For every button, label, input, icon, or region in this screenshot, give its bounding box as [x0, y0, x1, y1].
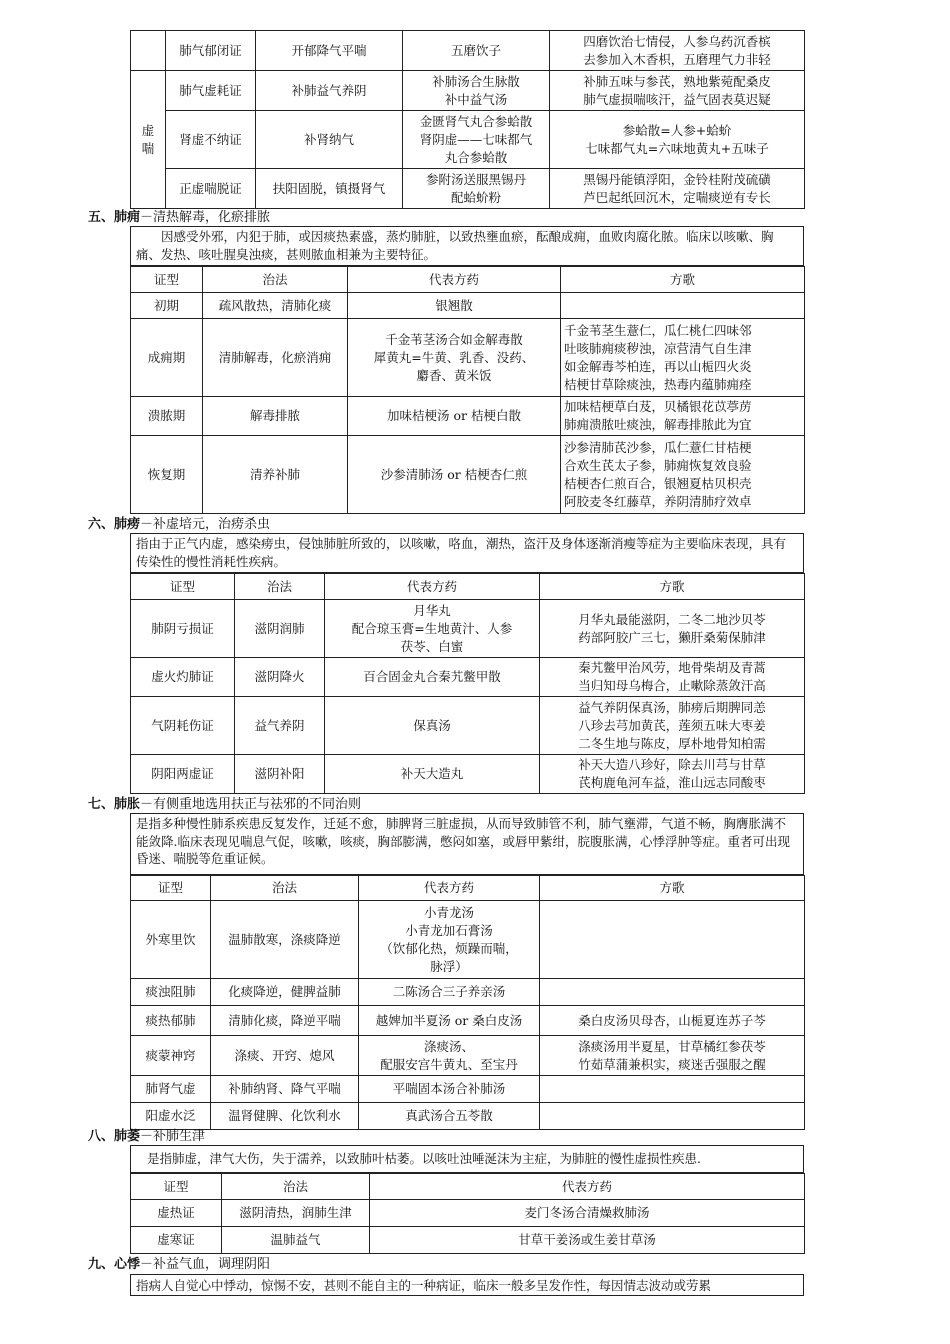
- lung-atrophy-table: [130, 1173, 805, 1254]
- method-cell: 温肺益气: [222, 1227, 370, 1254]
- method-cell: 疏风散热，清肺化痰: [203, 293, 348, 319]
- section-intro-7: 是指多种慢性肺系疾患反复发作，迁延不愈，肺脾肾三脏虚损，从而导致肺管不利，肺气壅滞，气道不畅，胸膺胀满不能敛降.临床表现见喘息气促，咳嗽，咳痰，胸部膨满，憋闷如塞，或唇甲紫绀，脘腹胀满，心悸浮肿等症。重者可出现昏迷、喘脱等危重证候。: [130, 813, 804, 875]
- formula-cell: 月华丸 配合琼玉膏=生地黄汁、人参 茯苓、白蜜: [325, 600, 540, 658]
- syndrome-cell: 正虚喘脱证: [166, 169, 256, 209]
- formula-cell: 金匮肾气丸合参蛤散 肾阴虚——七味都气 丸合参蛤散: [403, 111, 550, 169]
- syndrome-cell: 肾虚不纳证: [166, 111, 256, 169]
- section-principle: －清热解毒，化瘀排脓: [140, 210, 271, 225]
- syndrome-cell: 肺阴亏损证: [131, 600, 235, 658]
- syndrome-cell: 初期: [131, 293, 203, 319]
- section-number: 九、: [88, 1257, 115, 1272]
- tuberculosis-table: [130, 573, 805, 794]
- table-header-row: [131, 267, 805, 293]
- method-cell: 清肺解毒，化瘀消痈: [203, 319, 348, 397]
- method-cell: 清养补肺: [203, 436, 348, 514]
- section-name: 心悸: [114, 1257, 141, 1272]
- song-cell: [540, 1076, 805, 1103]
- song-cell: [540, 979, 805, 1006]
- table-row: [131, 1036, 805, 1076]
- table-row: [131, 71, 805, 111]
- method-cell: 补肾纳气: [256, 111, 403, 169]
- formula-cell: 参附汤送服黑锡丹 配蛤蚧粉: [403, 169, 550, 209]
- header-formula: 代表方药: [370, 1174, 805, 1200]
- formula-cell: 五磨饮子: [403, 31, 550, 71]
- method-cell: 清肺化痰，降逆平喘: [211, 1006, 359, 1036]
- lung-distension-table: [130, 875, 805, 1130]
- formula-cell: 银翘散: [348, 293, 561, 319]
- section-intro-6: 指由于正气内虚，感染痨虫，侵蚀肺脏所致的，以咳嗽，咯血，潮热，盗汗及身体逐渐消瘦等症为主要临床表现，具有传染性的慢性消耗性疾病。: [130, 533, 804, 573]
- song-cell: 补天大造八珍好，除去川芎与甘草 芪枸鹿龟河车益，淮山远志同酸枣: [540, 755, 805, 794]
- formula-cell: 补天大造丸: [325, 755, 540, 794]
- table-row: [131, 901, 805, 979]
- formula-cell: 真武汤合五苓散: [359, 1103, 540, 1130]
- section-principle: －补虚培元，治痨杀虫: [140, 517, 271, 532]
- group-cell-empty: [131, 31, 166, 71]
- header-method: 治法: [235, 574, 325, 600]
- song-cell: 益气养阴保真汤，肺痨后期脾同恙 八珍去芎加黄芪，莲须五味大枣姜 二冬生地与陈皮，厚朴地骨知柏需: [540, 697, 805, 755]
- syndrome-cell: 虚火灼肺证: [131, 658, 235, 697]
- method-cell: 扶阳固脱，镇摄肾气: [256, 169, 403, 209]
- section-heading-6: [88, 516, 270, 533]
- method-cell: 补肺益气养阴: [256, 71, 403, 111]
- formula-cell: 百合固金丸合秦艽鳖甲散: [325, 658, 540, 697]
- formula-cell: 加味桔梗汤 or 桔梗白散: [348, 397, 561, 436]
- syndrome-cell: 恢复期: [131, 436, 203, 514]
- table-row: [131, 169, 805, 209]
- song-cell: 补肺五味与参芪，熟地紫菀配桑皮 肺气虚损喘咳汗，益气固表莫迟疑: [550, 71, 805, 111]
- song-cell: 参蛤散=人参+蛤蚧 七味都气丸=六味地黄丸+五味子: [550, 111, 805, 169]
- table-row: [131, 111, 805, 169]
- section-number: 七、: [88, 797, 115, 812]
- header-song: 方歌: [540, 876, 805, 901]
- song-cell: [561, 293, 805, 319]
- formula-cell: 涤痰汤、 配服安宫牛黄丸、至宝丹: [359, 1036, 540, 1076]
- header-syndrome: 证型: [131, 1174, 222, 1200]
- song-cell: 千金苇茎生薏仁，瓜仁桃仁四味邻 吐咳肺痈痰秽浊，凉营清气自生津 如金解毒芩柏连，再以山栀四火炎 桔梗甘草除痰浊，热毒内蕴肺痈痊: [561, 319, 805, 397]
- header-method: 治法: [222, 1174, 370, 1200]
- method-cell: 涤痰、开窍、熄风: [211, 1036, 359, 1076]
- header-method: 治法: [211, 876, 359, 901]
- section-number: 八、: [88, 1129, 115, 1144]
- header-song: 方歌: [561, 267, 805, 293]
- formula-cell: 二陈汤合三子养亲汤: [359, 979, 540, 1006]
- song-cell: 桑白皮汤贝母杏，山栀夏连苏子芩: [540, 1006, 805, 1036]
- section-intro-8: 是指肺虚，津气大伤，失于濡养，以致肺叶枯萎。以咳吐浊唾涎沫为主症，为肺脏的慢性虚损性疾患.: [130, 1145, 804, 1173]
- syndrome-cell: 痰浊阻肺: [131, 979, 211, 1006]
- section-name: 肺萎: [114, 1129, 141, 1144]
- formula-cell: 补肺汤合生脉散 补中益气汤: [403, 71, 550, 111]
- song-cell: 加味桔梗草白芨，贝橘银花苡葶苈 肺痈溃脓吐痰浊，解毒排脓此为宜: [561, 397, 805, 436]
- section-number: 五、: [88, 210, 115, 225]
- syndrome-cell: 外寒里饮: [131, 901, 211, 979]
- section-principle: －补肺生津: [140, 1129, 206, 1144]
- method-cell: 补肺纳肾、降气平喘: [211, 1076, 359, 1103]
- method-cell: 开郁降气平喘: [256, 31, 403, 71]
- syndrome-cell: 气阴耗伤证: [131, 697, 235, 755]
- song-cell: [540, 1103, 805, 1130]
- section-heading-8: [88, 1128, 205, 1145]
- method-cell: 滋阴补阳: [235, 755, 325, 794]
- table-row: [131, 658, 805, 697]
- formula-cell: 千金苇茎汤合如金解毒散 犀黄丸=牛黄、乳香、没药、 麝香、黄米饭: [348, 319, 561, 397]
- table-row: [131, 1200, 805, 1227]
- syndrome-cell: 阴阳两虚证: [131, 755, 235, 794]
- song-cell: 四磨饮治七情侵，人参乌药沉香槟 去参加入木香枳，五磨理气力非轻: [550, 31, 805, 71]
- method-cell: 益气养阴: [235, 697, 325, 755]
- method-cell: 化痰降逆，健脾益肺: [211, 979, 359, 1006]
- method-cell: 温肺散寒，涤痰降逆: [211, 901, 359, 979]
- syndrome-cell: 痰蒙神窍: [131, 1036, 211, 1076]
- section-heading-7: [88, 796, 361, 813]
- table-row: [131, 319, 805, 397]
- table-header-row: [131, 1174, 805, 1200]
- method-cell: 滋阴润肺: [235, 600, 325, 658]
- header-syndrome: 证型: [131, 267, 203, 293]
- formula-cell: 越婢加半夏汤 or 桑白皮汤: [359, 1006, 540, 1036]
- syndrome-cell: 虚热证: [131, 1200, 222, 1227]
- asthma-table: [130, 30, 805, 209]
- formula-cell: 小青龙汤 小青龙加石膏汤 （饮郁化热，烦躁而喘， 脉浮）: [359, 901, 540, 979]
- table-row: [131, 697, 805, 755]
- header-formula: 代表方药: [359, 876, 540, 901]
- header-syndrome: 证型: [131, 574, 235, 600]
- method-cell: 滋阴降火: [235, 658, 325, 697]
- section-intro-9: 指病人自觉心中悸动，惊惕不安，甚则不能自主的一种病证，临床一般多呈发作性，每因情志波动或劳累: [130, 1274, 804, 1296]
- section-name: 肺痈: [114, 210, 141, 225]
- formula-cell: 保真汤: [325, 697, 540, 755]
- section-heading-5: [88, 209, 270, 226]
- syndrome-cell: 痰热郁肺: [131, 1006, 211, 1036]
- song-cell: 月华丸最能滋阴，二冬二地沙贝苓 药部阿胶广三七，獭肝桑菊保肺津: [540, 600, 805, 658]
- table-row: [131, 1006, 805, 1036]
- syndrome-cell: 成痈期: [131, 319, 203, 397]
- song-cell: 秦艽鳖甲治风劳，地骨柴胡及青蒿 当归知母乌梅合，止嗽除蒸敛汗高: [540, 658, 805, 697]
- section-principle: －补益气血，调理阴阳: [140, 1257, 271, 1272]
- table-row: [131, 979, 805, 1006]
- table-row: [131, 293, 805, 319]
- formula-cell: 麦门冬汤合清燥救肺汤: [370, 1200, 805, 1227]
- syndrome-cell: 虚寒证: [131, 1227, 222, 1254]
- method-cell: 温肾健脾、化饮利水: [211, 1103, 359, 1130]
- section-principle: －有侧重地选用扶正与祛邪的不同治则: [140, 797, 362, 812]
- song-cell: [540, 901, 805, 979]
- method-cell: 解毒排脓: [203, 397, 348, 436]
- header-syndrome: 证型: [131, 876, 211, 901]
- header-song: 方歌: [540, 574, 805, 600]
- section-intro-5: 因感受外邪，内犯于肺，或因痰热素盛，蒸灼肺脏，以致热壅血瘀，酝酿成痈，血败肉腐化脓。临床以咳嗽、胸痛、发热、咳吐腥臭浊痰，甚则脓血相兼为主要特征。: [130, 226, 804, 266]
- formula-cell: 甘草干姜汤或生姜甘草汤: [370, 1227, 805, 1254]
- table-row: [131, 1103, 805, 1130]
- table-row: [131, 1076, 805, 1103]
- syndrome-cell: 肺气郁闭证: [166, 31, 256, 71]
- song-cell: 沙参清肺芪沙参，瓜仁薏仁甘桔梗 合欢生芪太子参，肺痈恢复效良验 桔梗杏仁煎百合，银翘夏枯贝枳壳 阿胶麦冬红藤草，养阴清肺疗效卓: [561, 436, 805, 514]
- syndrome-cell: 阳虚水泛: [131, 1103, 211, 1130]
- section-heading-9: [88, 1256, 270, 1273]
- group-label: 虚 喘: [131, 71, 166, 209]
- table-header-row: [131, 876, 805, 901]
- formula-cell: 平喘固本汤合补肺汤: [359, 1076, 540, 1103]
- syndrome-cell: 溃脓期: [131, 397, 203, 436]
- syndrome-cell: 肺气虚耗证: [166, 71, 256, 111]
- song-cell: 涤痰汤用半夏星，甘草橘红参茯苓 竹茹草蒲兼枳实，痰迷舌强服之醒: [540, 1036, 805, 1076]
- header-formula: 代表方药: [325, 574, 540, 600]
- table-row: [131, 1227, 805, 1254]
- table-header-row: [131, 574, 805, 600]
- section-name: 肺胀: [114, 797, 141, 812]
- section-name: 肺痨: [114, 517, 141, 532]
- table-row: [131, 436, 805, 514]
- method-cell: 滋阴清热，润肺生津: [222, 1200, 370, 1227]
- table-row: [131, 755, 805, 794]
- lung-abscess-table: [130, 266, 805, 514]
- song-cell: 黑锡丹能镇浮阳，金铃桂附茂硫磺 芦巴起纸回沉木，定喘痰逆有专长: [550, 169, 805, 209]
- header-method: 治法: [203, 267, 348, 293]
- table-row: [131, 31, 805, 71]
- section-number: 六、: [88, 517, 115, 532]
- table-row: [131, 600, 805, 658]
- syndrome-cell: 肺肾气虚: [131, 1076, 211, 1103]
- header-formula: 代表方药: [348, 267, 561, 293]
- formula-cell: 沙参清肺汤 or 桔梗杏仁煎: [348, 436, 561, 514]
- table-row: [131, 397, 805, 436]
